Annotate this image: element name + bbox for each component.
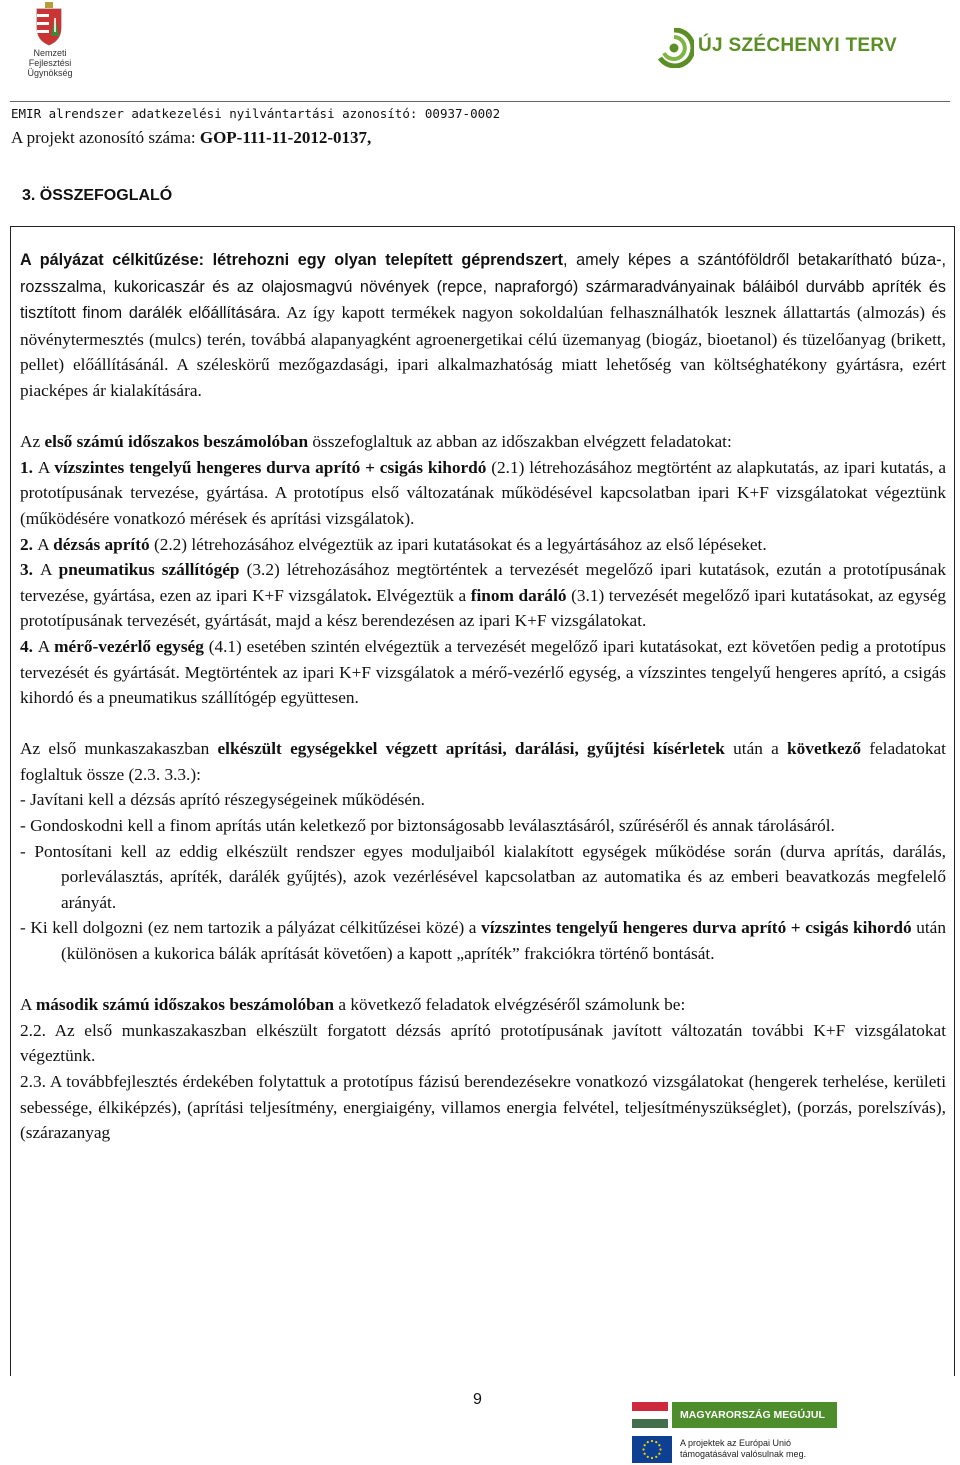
- text-run: összefoglaltuk az abban az időszakban elvégzett feladatokat:: [308, 432, 732, 452]
- bold-run: finom daráló: [470, 585, 567, 605]
- hungarian-flag-icon: [632, 1402, 668, 1428]
- paragraph-7: [20, 736, 946, 787]
- text-run: 2.3. A továbbfejlesztés érdekében folytattuk a prototípus fázisú berendezésekre vonatkozó vizsgálatokat (hengerek terhelése, kerületi sebessége, élkiképzés), (aprítási teljesítmény, energiaigény, villamos energia felvétel, teljesítményszükséglet), (porzás, porelszívás), (szárazanyag: [20, 1072, 946, 1143]
- text-run: feladatokat foglaltuk össze (2.3. 3.3.):: [20, 739, 946, 784]
- magyarorszag-megujul-badge: MAGYARORSZÁG MEGÚJUL: [672, 1402, 837, 1428]
- project-identifier-value: GOP-111-11-2012-0137,: [199, 128, 372, 147]
- text-run: (2.2) létrehozásához elvégeztük az ipari kutatásokat és a legyártásához az első lépéseket.: [149, 534, 767, 554]
- eu-star: [651, 1440, 653, 1442]
- project-identifier: [11, 128, 371, 148]
- szechenyi-terv-mark-icon: [654, 28, 694, 68]
- bold-run: 3.: [20, 560, 41, 580]
- text-run: Az így kapott termékek nagyon sokoldalúan felhasználhatók lesznek állattartás (almozás) és növénytermesztés (mulcs) terén, továbbá alapanyagként agroenergetikai célú üzemanyag (biogáz, bioetanol) és tüzelőanyag (brikett, pellet) előállításánál. A széleskörű mezőgazdasági, ipari alkalmazhatóság miatt lehetőség van költséghatékony gyártásra, ezért piacképes ár kialakítására.: [20, 303, 946, 400]
- paragraph-1: [20, 247, 946, 404]
- bold-run: pneumatikus szállítógép: [58, 560, 240, 580]
- bold-run: 2.: [20, 534, 38, 554]
- text-run: Az: [20, 432, 45, 452]
- eu-star: [647, 1456, 649, 1458]
- text-run: - Gondoskodni kell a finom aprítás után keletkező por biztonságosabb leválasztásáról, szűréséről és annak tárolásáról.: [20, 816, 835, 836]
- paragraph-13: [20, 1018, 946, 1069]
- eu-star: [659, 1448, 661, 1450]
- bold-run: második számú időszakos beszámolóban: [35, 995, 335, 1015]
- text-run: - Javítani kell a dézsás aprító részegységeinek működésén.: [20, 790, 426, 810]
- text-run: Elvégeztük a: [371, 585, 471, 605]
- text-run: A: [40, 560, 59, 580]
- text-run: (4.1) esetében szintén elvégeztük a tervezését megelőző ipari kutatásokat, ezt követően pedig a prototípus tervezését és gyártását. Megtörténtek az ipari K+F vizsgálatok a mérő-vezérlő egység, a vízszintes tengelyű hengeres aprító, a csigás kihordó és a pneumatikus szállítógép együttesen.: [20, 636, 947, 708]
- bold-run: dézsás aprító: [53, 534, 150, 554]
- text-run: - Pontosítani kell az eddig elkészült rendszer egyes moduljaiból kialakított egységek működése során (durva aprítás, darálás, porleválasztás, apríték, darálék gyűjtés), azok vezérlésével kapcsolatban az automatika és az emberi beavatkozás megfelelő arányát.: [20, 841, 946, 912]
- nfu-logo-text: Nemzeti Fejlesztési Ügynökség: [27, 48, 73, 78]
- paragraph-4: [20, 532, 946, 558]
- bold-run: elkészült egységekkel végzett aprítási, darálási, gyűjtési kísérletek: [217, 739, 725, 759]
- szechenyi-terv-wordmark: ÚJ SZÉCHENYI TERV: [698, 35, 898, 56]
- paragraph-11: [20, 915, 946, 966]
- page-number: 9: [473, 1391, 482, 1408]
- eu-star: [647, 1441, 649, 1443]
- paragraph-8: [20, 787, 946, 813]
- bold-run: .: [367, 585, 372, 605]
- text-run: (3.1) tervezését megelőző ipari kutatásokat, az egység prototípusának tervezését, gyártását, majd a kész berendezésen az ipari K+F vizsgálatokat.: [20, 585, 947, 631]
- bold-run: A pályázat célkitűzése: létrehozni egy olyan telepített géprendszert: [20, 251, 563, 269]
- bold-run: következő: [787, 739, 861, 759]
- uj-szechenyi-terv-logo: [654, 22, 898, 72]
- bold-run: mérő-vezérlő egység: [54, 636, 204, 656]
- hungarian-crest-icon: [34, 2, 64, 46]
- paragraph-5: [20, 557, 946, 634]
- eu-star: [651, 1457, 653, 1459]
- paragraph-2: [20, 429, 946, 455]
- section-title: 3. ÖSSZEFOGLALÓ: [22, 187, 173, 204]
- nfu-logo: [8, 2, 88, 80]
- summary-content: [20, 247, 946, 1146]
- text-run: - Ki kell dolgozni (ez nem tartozik a pályázat célkitűzései közé) a: [20, 918, 482, 938]
- eu-flag-icon: [632, 1436, 672, 1463]
- paragraph-6: [20, 634, 946, 711]
- eu-star: [644, 1444, 646, 1446]
- text-run: (2.1) létrehozásához megtörtént az alapkutatás, az ipari kutatás, a prototípusának tervezése, gyártása. A prototípus első változatának működésével kapcsolatban ipari K+F vizsgálatokat végeztünk (működésére vonatkozó mérések és aprítási vizsgálatok).: [20, 457, 946, 528]
- bold-run: vízszintes tengelyű hengeres durva aprító + csigás kihordó: [54, 457, 487, 477]
- eu-star: [642, 1448, 644, 1450]
- text-run: után a: [724, 739, 788, 759]
- paragraph-12: [20, 992, 946, 1018]
- header-divider: [10, 101, 950, 102]
- bold-run: 1.: [20, 457, 38, 477]
- project-identifier-label: A projekt azonosító száma:: [11, 128, 200, 147]
- eu-support-text: A projektek az Európai Unió támogatásával valósulnak meg.: [680, 1438, 807, 1459]
- text-run: , amely képes a szántóföldről betakarítható búza-, rozsszalma, kukoricaszár és az olajosmagvú növények (repce, napraforgó) szármaradványainak báláiból durvább apríték és tisztított finom darálék előállítására.: [20, 251, 946, 323]
- eu-star: [658, 1444, 660, 1446]
- text-run: a következő feladatok elvégzéséről számolunk be:: [334, 995, 686, 1015]
- eu-star: [644, 1453, 646, 1455]
- bold-run: vízszintes tengelyű hengeres durva aprító + csigás kihordó: [481, 918, 912, 938]
- text-run: után (különösen a kukorica bálák aprítását követően) a kapott „apríték” frakciókra történő bontását.: [61, 918, 946, 964]
- text-run: A: [37, 534, 54, 554]
- text-run: A: [20, 995, 36, 1015]
- text-run: Az első munkaszakaszban: [20, 739, 218, 759]
- paragraph-10: [20, 839, 946, 916]
- eu-star: [655, 1456, 657, 1458]
- bold-run: első számú időszakos beszámolóban: [44, 432, 309, 452]
- text-run: A: [37, 457, 55, 477]
- paragraph-14: [20, 1069, 946, 1146]
- text-run: A: [37, 636, 55, 656]
- text-run: 2.2. Az első munkaszakaszban elkészült forgatott dézsás aprító prototípusának javított változatán további K+F vizsgálatokat végeztünk.: [20, 1020, 946, 1066]
- bold-run: 4.: [20, 636, 38, 656]
- eu-star: [655, 1441, 657, 1443]
- eu-star: [658, 1453, 660, 1455]
- emir-identifier: EMIR alrendszer adatkezelési nyilvántartási azonosító: 00937-0002: [11, 106, 501, 121]
- paragraph-3: [20, 455, 946, 532]
- paragraph-9: [20, 813, 946, 839]
- text-run: (3.2) létrehozásához megtörténtek a tervezését megelőző ipari kutatások, ezután a prototípusának tervezése, gyártása, ezen az ipari K+F vizsgálatok: [20, 560, 946, 605]
